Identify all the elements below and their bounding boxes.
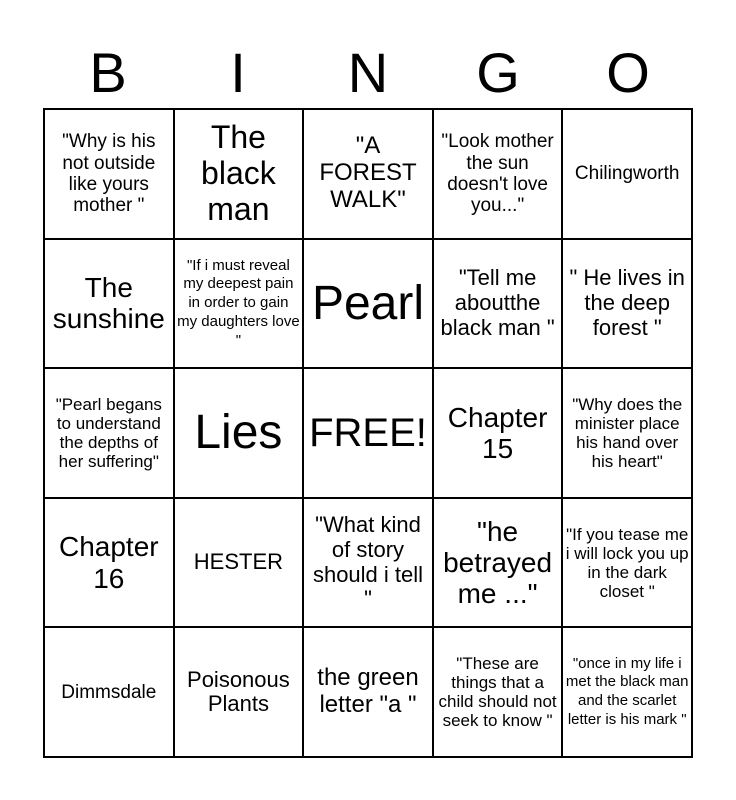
bingo-cell[interactable] <box>433 627 563 757</box>
bingo-cell[interactable] <box>303 498 433 628</box>
bingo-cell[interactable] <box>174 368 304 498</box>
bingo-cell[interactable] <box>433 498 563 628</box>
cell-text: Chilingworth <box>574 163 680 185</box>
bingo-cell[interactable] <box>174 239 304 369</box>
cell-text: "If you tease me i will lock you up in the dark closet " <box>565 524 689 601</box>
cell-text: The sunshine <box>52 272 165 335</box>
cell-text: "once in my life i met the black man and the scarlet letter is his mark " <box>565 654 689 728</box>
cell-text: Poisonous Plants <box>187 666 290 717</box>
bingo-cell[interactable] <box>174 498 304 628</box>
header-letter-b: B <box>89 41 127 104</box>
bingo-board <box>43 108 693 758</box>
cell-text: "Pearl begans to understand the depths of her suffering" <box>55 394 162 472</box>
cell-text: " He lives in the deep forest " <box>569 265 685 340</box>
bingo-cell[interactable] <box>44 498 174 628</box>
header-letter-n: N <box>347 41 389 104</box>
bingo-cell[interactable] <box>174 109 304 239</box>
bingo-cell[interactable] <box>44 239 174 369</box>
bingo-cell[interactable] <box>562 109 692 239</box>
cell-text: the green letter "a " <box>317 664 419 719</box>
cell-text: The black man <box>201 119 276 227</box>
bingo-cell[interactable] <box>303 627 433 757</box>
cell-text: "A FOREST WALK" <box>319 132 417 214</box>
bingo-cell[interactable] <box>433 239 563 369</box>
cell-text: "These are things that a child should not seek to know " <box>438 654 557 731</box>
bingo-cell[interactable] <box>562 368 692 498</box>
cell-text: "What kind of story should i tell " <box>312 512 424 612</box>
cell-text: "Why does the minister place his hand over his heart" <box>572 394 683 472</box>
header-letter-i: I <box>230 41 246 104</box>
bingo-cell[interactable] <box>562 498 692 628</box>
cell-text: HESTER <box>193 549 284 575</box>
bingo-cell[interactable] <box>433 368 563 498</box>
cell-text: Chapter 16 <box>58 531 159 594</box>
free-space[interactable] <box>303 368 433 498</box>
bingo-cell[interactable] <box>562 627 692 757</box>
bingo-header <box>43 40 693 106</box>
cell-text: Pearl <box>311 276 425 330</box>
bingo-cell[interactable] <box>174 627 304 757</box>
bingo-cell[interactable] <box>44 368 174 498</box>
cell-text: "If i must reveal my deepest pain in order to gain my daughters love " <box>177 256 300 349</box>
bingo-cell[interactable] <box>303 239 433 369</box>
header-letter-g: G <box>476 41 520 104</box>
cell-text: Lies <box>194 406 283 460</box>
cell-text: "Why is his not outside like yours mother " <box>62 131 156 217</box>
cell-text: "he betrayed me ..." <box>443 515 553 610</box>
bingo-cell[interactable] <box>44 109 174 239</box>
cell-text: "Tell me aboutthe black man " <box>440 265 555 340</box>
free-space-text: FREE! <box>309 410 427 455</box>
cell-text: "Look mother the sun doesn't love you..." <box>441 131 554 217</box>
header-letter-o: O <box>606 41 650 104</box>
bingo-cell[interactable] <box>562 239 692 369</box>
bingo-cell[interactable] <box>44 627 174 757</box>
bingo-cell[interactable] <box>433 109 563 239</box>
bingo-cell[interactable] <box>303 109 433 239</box>
cell-text: Chapter 15 <box>447 401 548 464</box>
cell-text: Dimmsdale <box>61 681 157 703</box>
